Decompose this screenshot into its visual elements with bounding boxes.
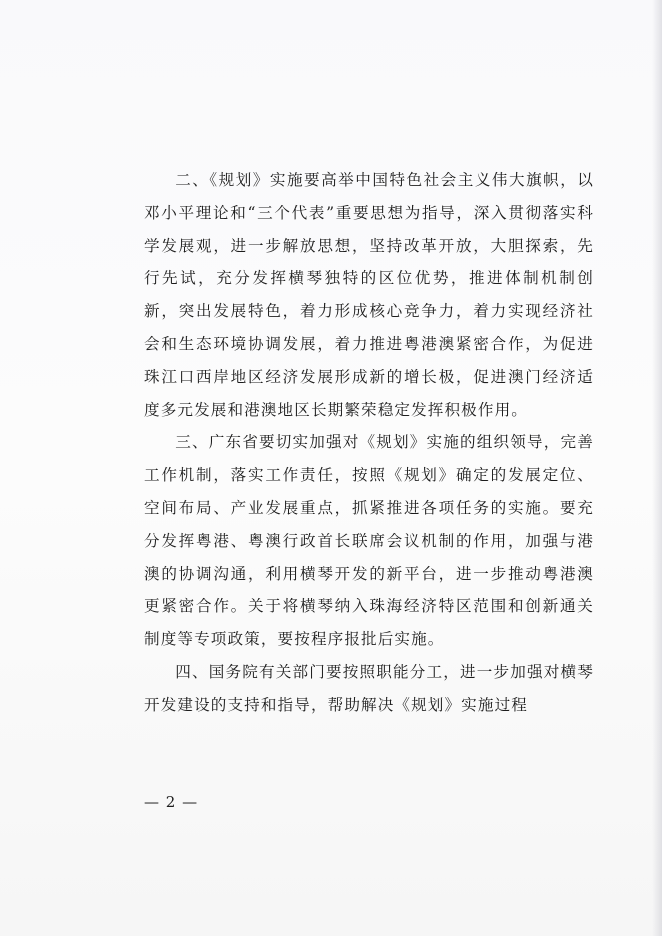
paragraph-2: 二、《规划》实施要高举中国特色社会主义伟大旗帜，以邓小平理论和“三个代表”重要思想为指导，深入贯彻落实科学发展观，进一步解放思想，坚持改革开放，大胆探索，先行先试，充分发挥横琴独特的区位优势，推进体制机制创新，突出发展特色，着力形成核心竞争力，着力实现经济社会和生态环境协调发展，着力推进粤港澳紧密合作，为促进珠江口西岸地区经济发展形成新的增长极，促进澳门经济适度多元发展和港澳地区长期繁荣稳定发挥积极作用。 <box>144 171 594 419</box>
document-body <box>144 164 594 722</box>
page-number: — 2 — <box>144 793 199 811</box>
paragraph-4: 四、国务院有关部门要按照职能分工，进一步加强对横琴开发建设的支持和指导，帮助解决《规划》实施过程 <box>144 662 594 714</box>
scan-shadow-edge <box>652 0 662 936</box>
paragraph-3: 三、广东省要切实加强对《规划》实施的组织领导，完善工作机制，落实工作责任，按照《规划》确定的发展定位、空间布局、产业发展重点，抓紧推进各项任务的实施。要充分发挥粤港、粤澳行政首长联席会议机制的作用，加强与港澳的协调沟通，利用横琴开发的新平台，进一步推动粤港澳更紧密合作。关于将横琴纳入珠海经济特区范围和创新通关制度等专项政策，要按程序报批后实施。 <box>144 433 594 649</box>
